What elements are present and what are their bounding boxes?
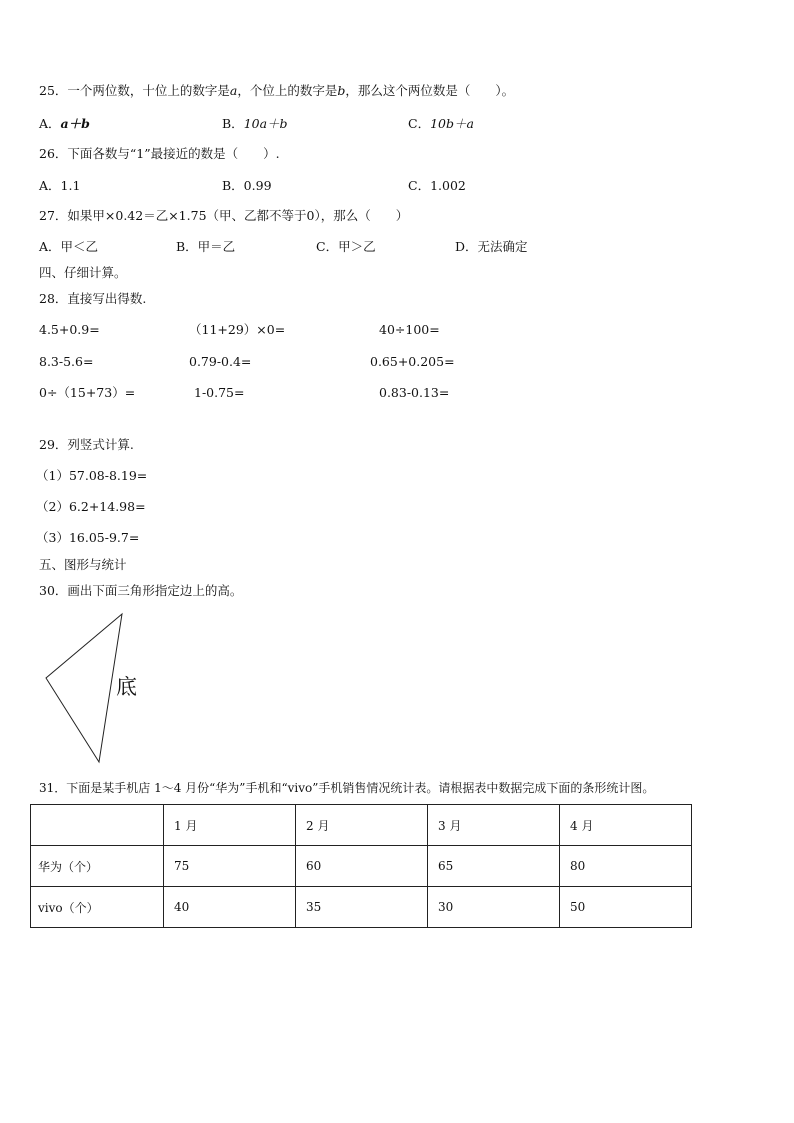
triangle-figure[interactable]	[0, 600, 200, 770]
q29-stem: 29．列竖式计算.	[39, 437, 134, 452]
q28-item-1-2: （11+29）×0=	[189, 322, 286, 337]
table-header-row	[31, 805, 692, 846]
base-label: 底	[116, 675, 137, 699]
q28-item-1-3: 40÷100=	[379, 322, 440, 337]
table-row	[31, 846, 692, 887]
q28-item-3-1: 0÷（15+73）=	[39, 385, 136, 400]
q27-option-a[interactable]: A．甲＜乙	[39, 239, 99, 254]
q30-stem: 30．画出下面三角形指定边上的高。	[39, 583, 243, 598]
q28-item-2-2: 0.79-0.4=	[189, 354, 252, 369]
table-row	[31, 887, 692, 928]
q28-item-1-1: 4.5+0.9=	[39, 322, 100, 337]
table-row-label: 华为（个）	[31, 846, 164, 887]
q27-option-d[interactable]: D．无法确定	[455, 239, 528, 254]
table-cell: 65	[428, 846, 560, 887]
q25-var-a: a	[229, 83, 238, 98]
q29-item-2: （2）6.2+14.98=	[36, 499, 146, 514]
q26-stem: 26．下面各数与“1”最接近的数是（ ）.	[39, 146, 280, 161]
table-cell: 50	[560, 887, 692, 928]
q27-option-c[interactable]: C．甲＞乙	[316, 239, 376, 254]
q25-option-a-label: A．	[39, 116, 61, 131]
table-header-cell: 1 月	[164, 805, 296, 846]
q25-option-c-label: C．	[408, 116, 431, 131]
table-cell: 60	[296, 846, 428, 887]
q31-stem: 31．下面是某手机店 1～4 月份“华为”手机和“vivo”手机销售情况统计表。请根据表中数据完成下面的条形统计图。	[39, 781, 655, 795]
table-row-label: vivo（个）	[31, 887, 164, 928]
table-cell: 80	[560, 846, 692, 887]
table-header-cell	[31, 805, 164, 846]
q29-item-3: （3）16.05-9.7=	[36, 530, 140, 545]
q29-item-1: （1）57.08-8.19=	[36, 468, 148, 483]
q26-option-a[interactable]: A．1.1	[39, 178, 81, 193]
q25-option-a-value: a＋b	[60, 116, 90, 131]
q28-item-2-3: 0.65+0.205=	[370, 354, 455, 369]
table-header-cell: 3 月	[428, 805, 560, 846]
section-5-heading: 五、图形与统计	[39, 557, 127, 572]
q26-option-b[interactable]: B．0.99	[222, 178, 272, 193]
q27-option-b[interactable]: B．甲＝乙	[176, 239, 236, 254]
q28-stem: 28．直接写出得数.	[39, 291, 147, 306]
q25-option-c-value: 10b＋a	[430, 116, 474, 131]
q25-text-post: ，那么这个两位数是（ ）。	[345, 83, 515, 98]
sales-table	[30, 804, 692, 928]
section-4-heading: 四、仔细计算。	[39, 265, 127, 280]
table-cell: 35	[296, 887, 428, 928]
table-cell: 40	[164, 887, 296, 928]
q25-var-b: b	[337, 83, 346, 98]
q27-stem: 27．如果甲×0.42＝乙×1.75（甲、乙都不等于0），那么（ ）	[39, 208, 409, 223]
table-cell: 30	[428, 887, 560, 928]
q26-option-c[interactable]: C．1.002	[408, 178, 466, 193]
q25-option-c[interactable]	[408, 116, 474, 132]
q25-option-b-value: 10a＋b	[243, 116, 288, 131]
q25-stem	[39, 83, 514, 99]
q25-option-b[interactable]	[222, 116, 288, 132]
q25-text-pre: 25．一个两位数，十位上的数字是	[39, 83, 230, 98]
q28-item-2-1: 8.3-5.6=	[39, 354, 94, 369]
table-cell: 75	[164, 846, 296, 887]
q25-text-mid: ，个位上的数字是	[237, 83, 338, 98]
q25-option-a[interactable]	[39, 116, 90, 132]
q28-item-3-2: 1-0.75=	[194, 385, 245, 400]
q25-option-b-label: B．	[222, 116, 244, 131]
table-header-cell: 4 月	[560, 805, 692, 846]
table-header-cell: 2 月	[296, 805, 428, 846]
q28-item-3-3: 0.83-0.13=	[379, 385, 450, 400]
triangle	[46, 614, 122, 762]
